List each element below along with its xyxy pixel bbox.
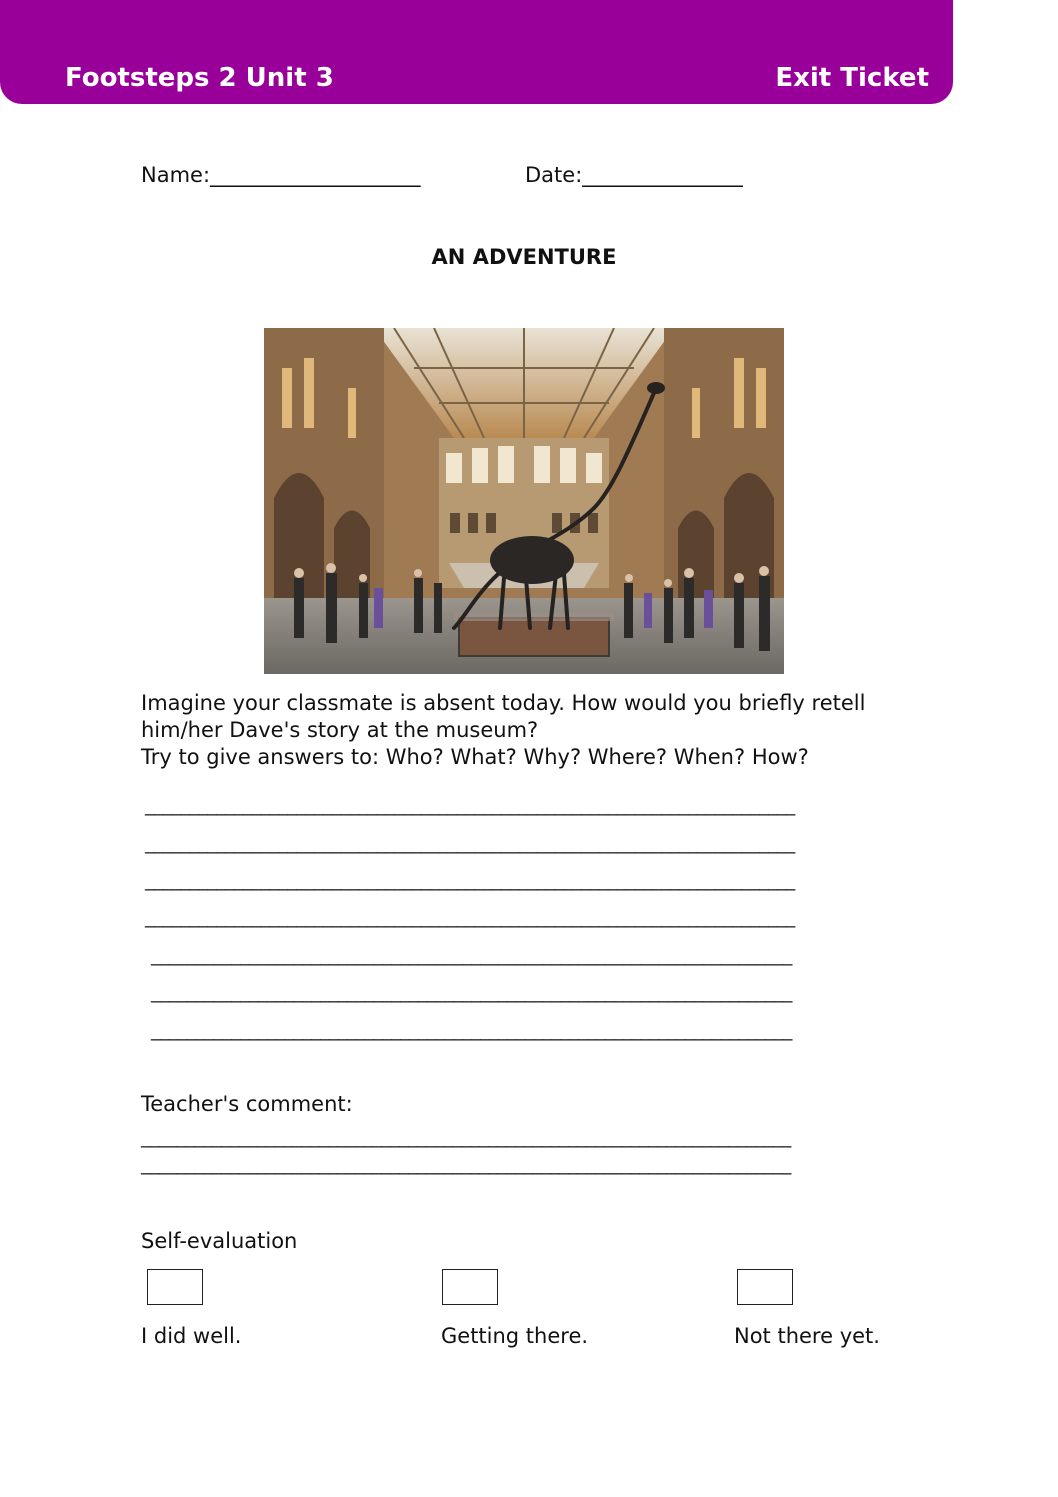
not-there-yet-label: Not there yet. [734, 1324, 880, 1348]
not-there-yet-checkbox[interactable] [737, 1269, 793, 1305]
worksheet-title: AN ADVENTURE [431, 245, 617, 269]
museum-hall-photo [264, 328, 784, 674]
answer-line[interactable]: _________________________________________________________________________ [145, 794, 795, 816]
header-banner [0, 0, 953, 104]
answer-line[interactable]: _________________________________________________________________________ [145, 869, 795, 891]
prompt-line: Try to give answers to: Who? What? Why? Where? When? How? [141, 745, 809, 769]
did-well-label: I did well. [141, 1324, 242, 1348]
exit-ticket-label: Exit Ticket [775, 63, 929, 93]
teacher-comment-label: Teacher's comment: [141, 1092, 353, 1116]
getting-there-label: Getting there. [441, 1324, 589, 1348]
answer-line[interactable]: ________________________________________________________________________ [151, 981, 792, 1003]
name-label: Name: [141, 163, 211, 187]
self-evaluation-label: Self-evaluation [141, 1229, 298, 1253]
teacher-comment-line[interactable]: _________________________________________________________________________ [141, 1126, 791, 1148]
prompt-line: Imagine your classmate is absent today. How would you briefly retell [141, 691, 866, 715]
name-field[interactable] [141, 162, 420, 188]
unit-title: Footsteps 2 Unit 3 [65, 63, 334, 93]
answer-line[interactable]: ________________________________________________________________________ [151, 944, 792, 966]
answer-line[interactable]: _________________________________________________________________________ [145, 832, 795, 854]
name-blank[interactable]: _____________________ [210, 163, 421, 187]
answer-line[interactable]: _________________________________________________________________________ [145, 906, 795, 928]
prompt-line: him/her Dave's story at the museum? [141, 718, 539, 742]
getting-there-checkbox[interactable] [442, 1269, 498, 1305]
teacher-comment-line[interactable]: _________________________________________________________________________ [141, 1153, 791, 1175]
date-field[interactable] [525, 162, 742, 188]
date-blank[interactable]: ________________ [582, 163, 743, 187]
writing-prompt [141, 690, 921, 771]
answer-line[interactable]: ________________________________________________________________________ [151, 1019, 792, 1041]
did-well-checkbox[interactable] [147, 1269, 203, 1305]
date-label: Date: [525, 163, 583, 187]
